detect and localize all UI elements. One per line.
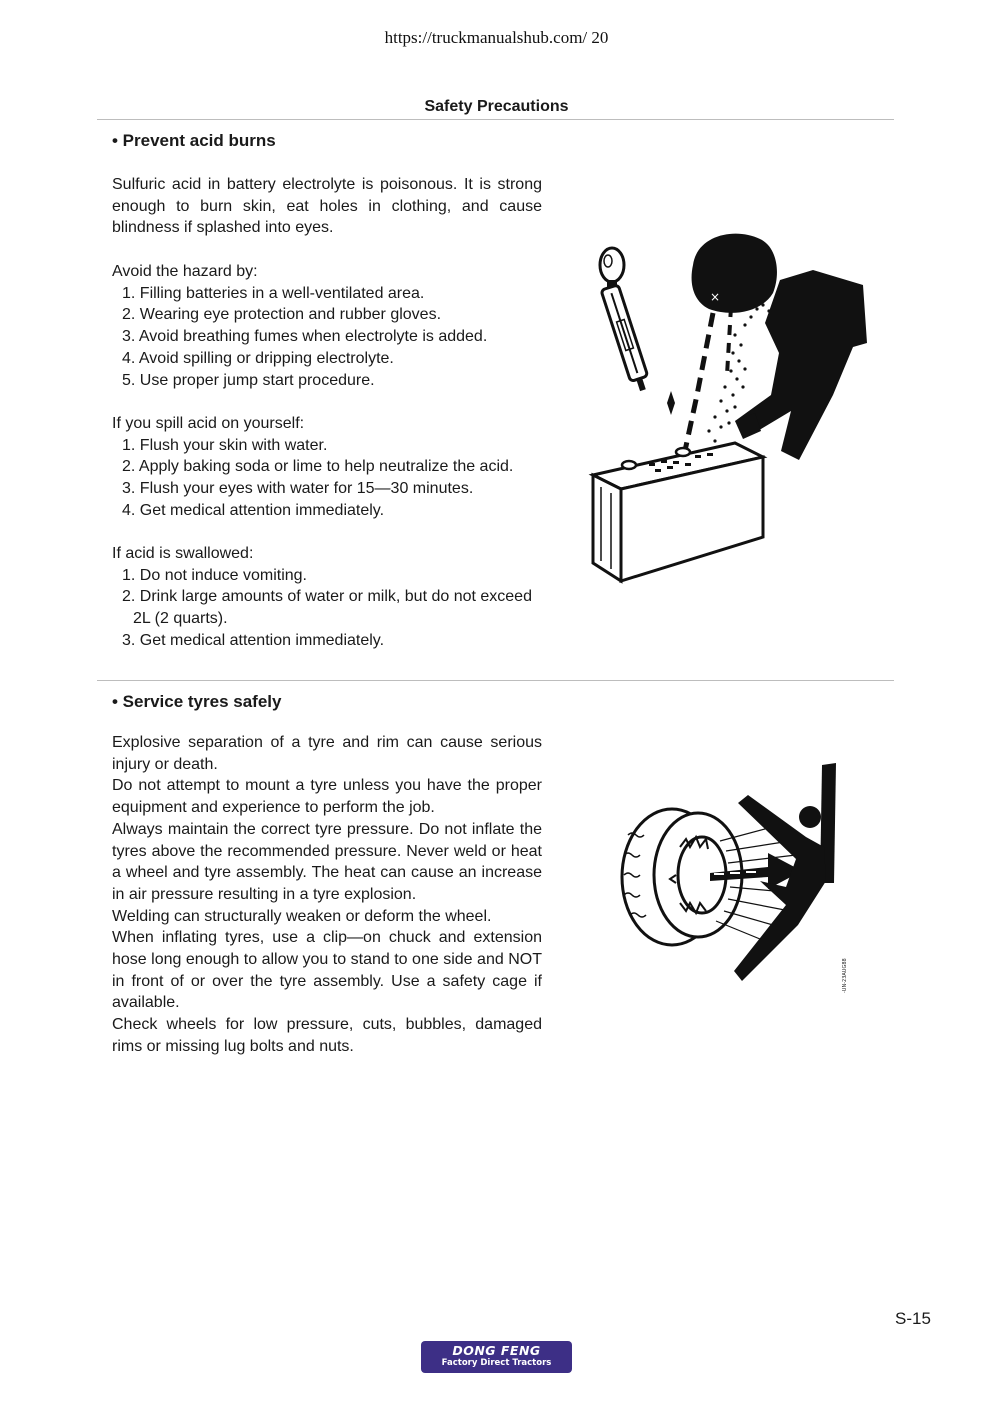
list-item: 3. Flush your eyes with water for 15—30 minutes. [122, 480, 474, 498]
acid-intro-paragraph: Sulfuric acid in battery electrolyte is poisonous. It is strong enough to burn skin, eat holes in clothing, and cause blindness if splashed into eyes. [112, 176, 542, 237]
swallow-block [112, 543, 542, 652]
person-silhouette [692, 234, 867, 460]
battery-icon [593, 443, 763, 581]
logo-tagline: Factory Direct Tractors [441, 1358, 552, 1368]
list-item: 2. Apply baking soda or lime to help neutralize the acid. [122, 458, 514, 476]
logo-brand: DONG FENG [452, 1343, 541, 1358]
list-item: 2. Wearing eye protection and rubber gloves. [122, 306, 442, 324]
tyre-section-heading: • Service tyres safely [112, 692, 282, 711]
tyre-explosion-illustration [610, 755, 860, 1000]
avoid-hazard-block [112, 261, 542, 391]
dongfeng-logo [421, 1341, 572, 1373]
svg-text:×: × [710, 290, 721, 304]
page-title: Safety Precautions [424, 98, 569, 115]
section-divider [97, 680, 894, 681]
list-item: 2. Drink large amounts of water or milk, but do not exceed 2L (2 quarts). [122, 588, 532, 628]
spill-title: If you spill acid on yourself: [112, 415, 305, 432]
list-item: 1. Do not induce vomiting. [122, 566, 307, 584]
swallow-list [112, 565, 542, 652]
avoid-hazard-list [112, 283, 542, 392]
avoid-hazard-title: Avoid the hazard by: [112, 263, 258, 280]
title-divider [97, 119, 894, 120]
source-url: https://truckmanualshub.com/ 20 [384, 28, 609, 47]
spill-list [112, 435, 542, 522]
list-item: 3. Get medical attention immediately. [122, 631, 385, 649]
acid-section-heading: • Prevent acid burns [112, 131, 276, 150]
hydrometer-icon [600, 248, 675, 415]
spill-block [112, 413, 542, 522]
list-item: 4. Avoid spilling or dripping electrolyte. [122, 349, 394, 367]
list-item: 3. Avoid breathing fumes when electrolyte is added. [122, 328, 488, 346]
swallow-title: If acid is swallowed: [112, 545, 254, 562]
figure-code: -UN-23AUG88 [842, 958, 848, 993]
list-item: 5. Use proper jump start procedure. [122, 371, 375, 389]
page-number: S-15 [895, 1309, 931, 1328]
list-item: 1. Filling batteries in a well-ventilated area. [122, 284, 425, 302]
tyre-body-paragraph: Explosive separation of a tyre and rim can cause serious injury or death. Do not attempt to mount a tyre unless you have the proper equipment and experience to perform the job. Always maintain the correct tyre pressure. Do not inflate the tyres above the recommended pressure. Never weld or heat a wheel and tyre assembly. The heat can cause an increase in air pressure resulting in a tyre explosion. Welding can structurally weaken or deform the wheel. When inflating tyres, use a clip—on chuck and extension hose long enough to allow you to stand to one side and NOT in front of or over the tyre assembly. Use a safety cage if available. Check wheels for low pressure, cuts, bubbles, damaged rims or missing lug bolts and nuts. [112, 734, 542, 1055]
list-item: 1. Flush your skin with water. [122, 436, 328, 454]
battery-acid-illustration [585, 225, 875, 590]
list-item: 4. Get medical attention immediately. [122, 501, 385, 519]
